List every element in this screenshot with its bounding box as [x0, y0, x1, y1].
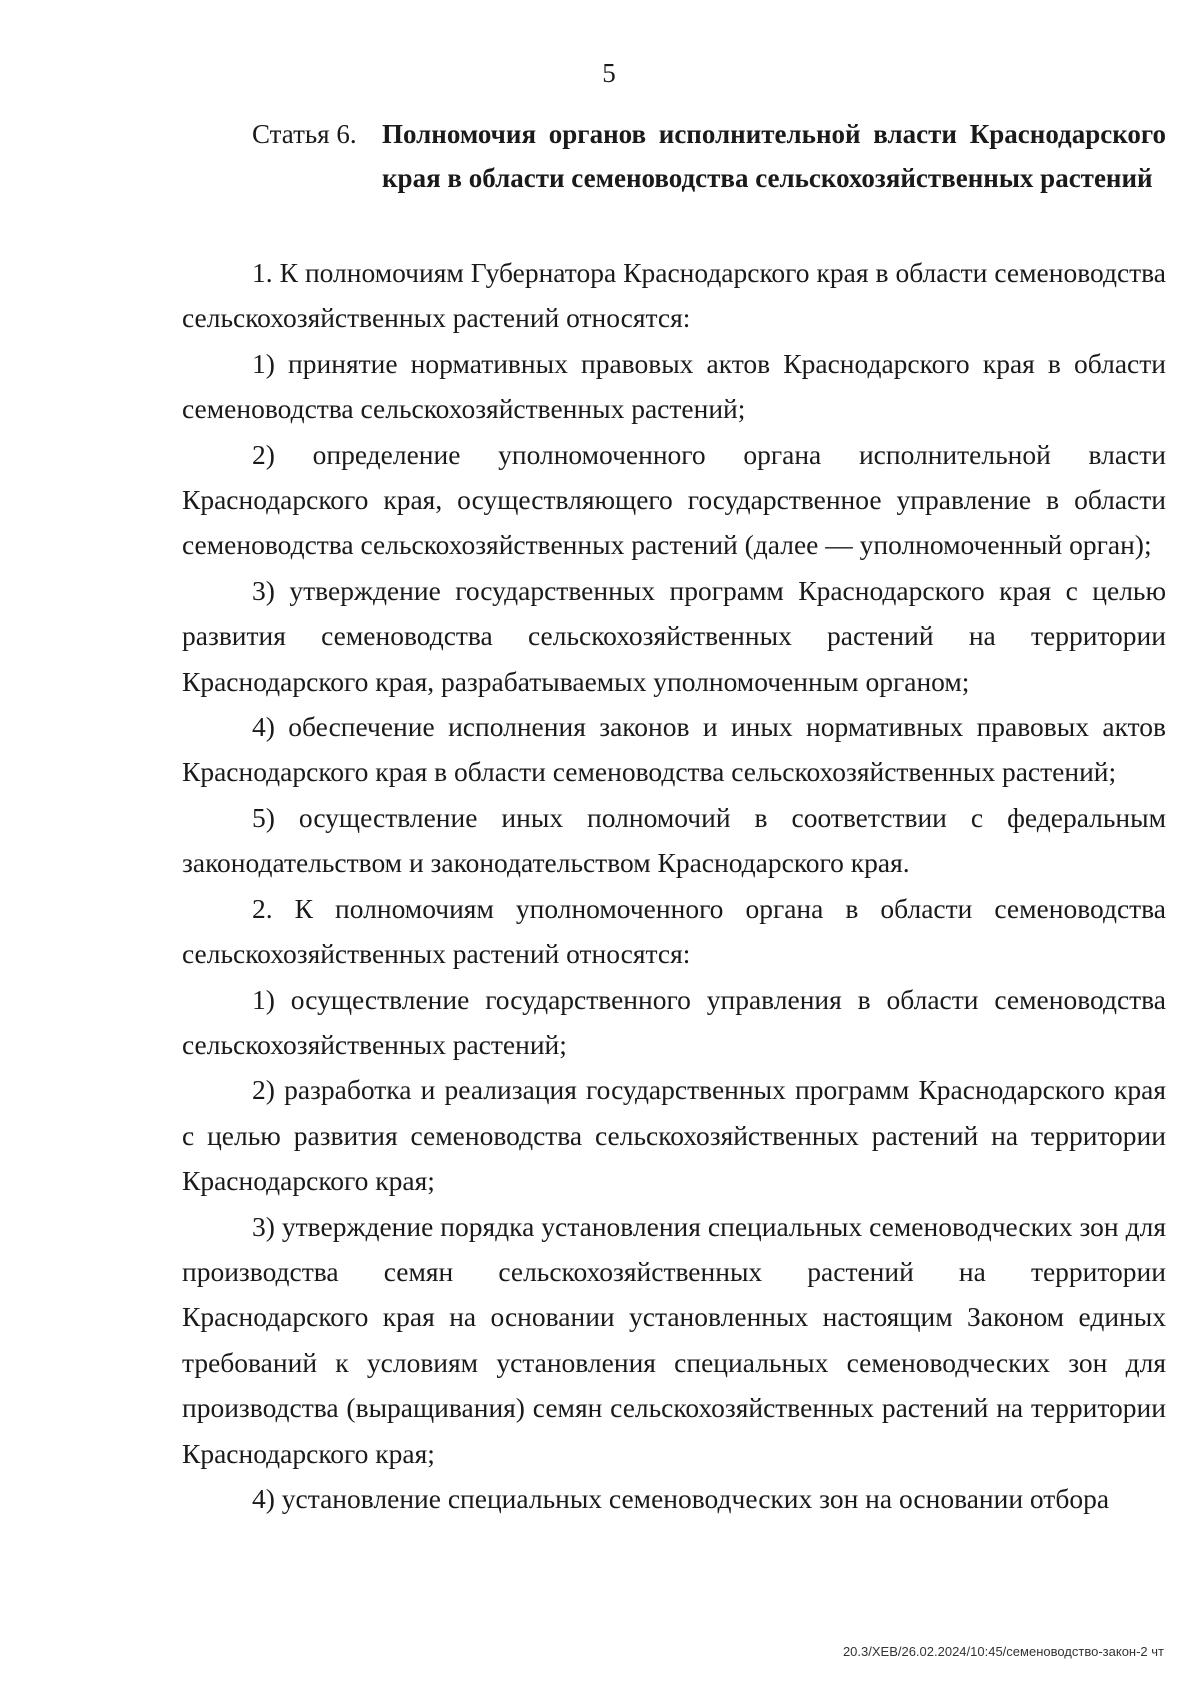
paragraph-1-item-4: 4) обеспечение исполнения законов и иных нормативных правовых актов Краснодарского края в области семеноводства сельскохозяйственных растений; — [182, 711, 1166, 788]
article-body — [182, 250, 1166, 1521]
paragraph-2-item-4: 4) установление специальных семеноводческих зон на основании отбора — [252, 1482, 1110, 1514]
paragraph-2-item-3: 3) утверждение порядка установления специальных семеноводческих зон для производства семян сельскохозяйственных растений на территории Краснодарского края на основании установленных настоящим Законом единых требований к условиям установления специальных семеноводческих зон для производства (выращивания) семян сельскохозяйственных растений на территории Краснодарского края; — [182, 1210, 1166, 1469]
page-number: 5 — [602, 58, 616, 88]
paragraph-2: 2. К полномочиям уполномоченного органа в области семеноводства сельскохозяйственных растений относятся: — [182, 892, 1166, 970]
footer-document-stamp: 20.3/ХЕВ/26.02.2024/10:45/семеноводство-закон-2 чт — [842, 1644, 1164, 1659]
article-title: Полномочия органов исполнительной власти Краснодарского края в области семеноводства сельскохозяйственных растений — [382, 119, 1166, 193]
paragraph-1-item-5: 5) осуществление иных полномочий в соответствии с федеральным законодательством и законодательством Краснодарского края. — [182, 801, 1166, 879]
paragraph-1-item-3: 3) утверждение государственных программ Краснодарского края с целью развития семеноводства сельскохозяйственных растений на территории Краснодарского края, разрабатываемых уполномоченным органом; — [182, 574, 1166, 697]
article-heading — [252, 112, 1166, 200]
article-label: Статья 6. — [252, 119, 357, 149]
paragraph-1-item-1: 1) принятие нормативных правовых актов Краснодарского края в области семеноводства сельскохозяйственных растений; — [182, 347, 1166, 425]
paragraph-1: 1. К полномочиям Губернатора Краснодарского края в области семеноводства сельскохозяйственных растений относятся: — [182, 257, 1166, 334]
paragraph-2-item-1: 1) осуществление государственного управления в области семеноводства сельскохозяйственных растений; — [182, 983, 1166, 1060]
paragraph-2-item-2: 2) разработка и реализация государственных программ Краснодарского края с целью развития семеноводства сельскохозяйственных растений на территории Краснодарского края; — [182, 1074, 1166, 1197]
paragraph-1-item-2: 2) определение уполномоченного органа исполнительной власти Краснодарского края, осуществляющего государственное управление в области семеноводства сельскохозяйственных растений (далее — уполномоченный орган); — [182, 438, 1166, 561]
